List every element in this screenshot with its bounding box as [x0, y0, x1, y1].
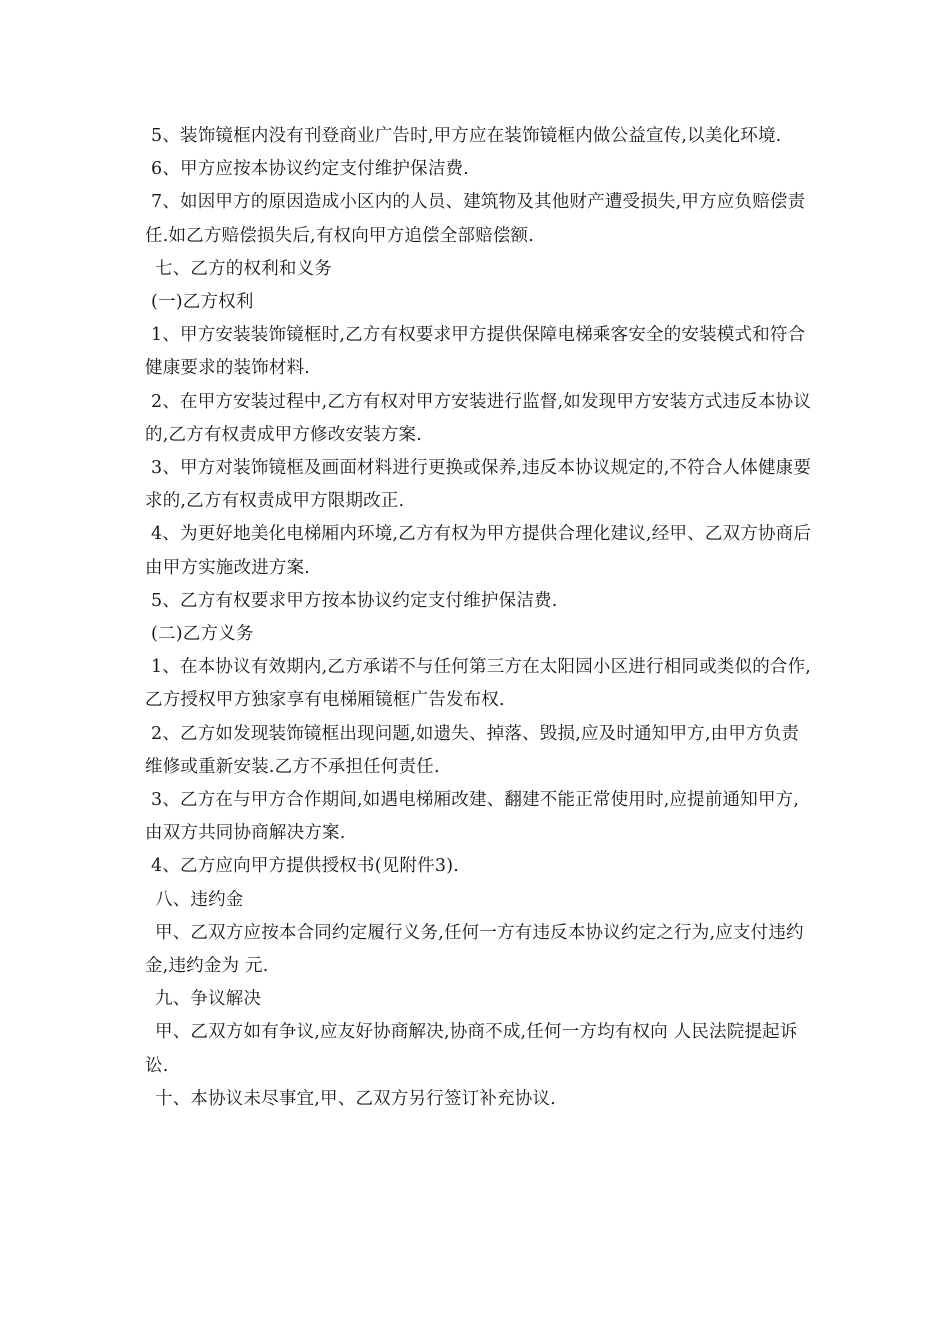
document-body [145, 120, 815, 1116]
section-heading: 十、本协议未尽事宜,甲、乙双方另行签订补充协议. [155, 1088, 556, 1109]
clause-paragraph: 7、如因甲方的原因造成小区内的人员、建筑物及其他财产遭受损失,甲方应负赔偿责任.如乙方赔偿损失后,有权向甲方追偿全部赔偿额. [145, 192, 806, 246]
clause-paragraph: 6、甲方应按本协议约定支付维护保洁费. [151, 159, 469, 180]
clause-paragraph: 4、乙方应向甲方提供授权书(见附件3). [151, 856, 459, 877]
clause-paragraph: 3、乙方在与甲方合作期间,如遇电梯厢改建、翻建不能正常使用时,应提前通知甲方,由双方共同协商解决方案. [145, 790, 800, 844]
clause-paragraph: 4、为更好地美化电梯厢内环境,乙方有权为甲方提供合理化建议,经甲、乙双方协商后由甲方实施改进方案. [145, 524, 812, 578]
clause-paragraph: 1、甲方安装装饰镜框时,乙方有权要求甲方提供保障电梯乘客安全的安装模式和符合健康要求的装饰材料. [145, 325, 806, 379]
clause-paragraph: 2、乙方如发现装饰镜框出现问题,如遗失、掉落、毁损,应及时通知甲方,由甲方负责维修或重新安装.乙方不承担任何责任. [145, 723, 800, 777]
clause-paragraph: 5、装饰镜框内没有刊登商业广告时,甲方应在装饰镜框内做公益宣传,以美化环境. [151, 126, 782, 146]
subsection-heading: (二)乙方义务 [151, 624, 254, 645]
section-heading: 八、违约金 [155, 889, 244, 910]
clause-paragraph: 2、在甲方安装过程中,乙方有权对甲方安装进行监督,如发现甲方安装方式违反本协议的,乙方有权责成甲方修改安装方案. [145, 391, 812, 445]
clause-paragraph: 3、甲方对装饰镜框及画面材料进行更换或保养,违反本协议规定的,不符合人体健康要求的,乙方有权责成甲方限期改正. [145, 458, 812, 512]
subsection-heading: (一)乙方权利 [151, 292, 254, 313]
clause-paragraph: 1、在本协议有效期内,乙方承诺不与任何第三方在太阳园小区进行相同或类似的合作,乙方授权甲方独家享有电梯厢镜框广告发布权. [145, 657, 812, 711]
clause-paragraph: 甲、乙双方如有争议,应友好协商解决,协商不成,任何一方均有权向 人民法院提起诉讼. [145, 1022, 798, 1076]
clause-paragraph: 5、乙方有权要求甲方按本协议约定支付维护保洁费. [151, 590, 558, 611]
clause-paragraph: 甲、乙双方应按本合同约定履行义务,任何一方有违反本协议约定之行为,应支付违约金,违约金为 元. [145, 922, 804, 977]
section-heading: 七、乙方的权利和义务 [155, 258, 332, 279]
section-heading: 九、争议解决 [155, 989, 262, 1010]
